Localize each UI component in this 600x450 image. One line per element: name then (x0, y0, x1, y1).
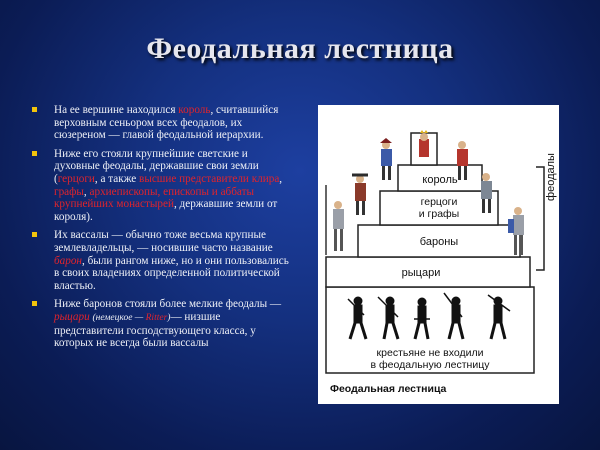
level-king-label: король (422, 174, 458, 186)
bullet-text-segment: герцоги (57, 172, 95, 185)
bullet-text-segment: архиепископы, епископы и аббаты крупнейших монастырей (54, 185, 254, 211)
bullet-text-segment: Ниже баронов стояли более мелкие феодалы — (54, 298, 282, 311)
level-counts-label: и графы (418, 208, 460, 220)
noble-left-figure-icon (380, 138, 392, 180)
bullet-text-segment: барон (54, 254, 82, 267)
level-barons-label: бароны (419, 236, 459, 248)
bullet-text-segment: , а также (94, 172, 140, 185)
bullet-text (54, 148, 282, 223)
bullet-text-segment: Ritter (145, 312, 168, 323)
bullet-text (54, 104, 278, 141)
bullet-item (30, 104, 292, 142)
bullet-text-segment: (немецкое — (92, 312, 146, 323)
bullet-list (30, 104, 292, 356)
bullet-text-segment: Ниже его стояли крупнейшие светские и духовные феодалы, державшие свои земли ( (54, 147, 259, 185)
bullet-text-segment: , державшие земли от короля). (54, 198, 278, 223)
slide-title: Феодальная лестница (146, 32, 454, 65)
peasants-label-line2: в феодальную лестницу (370, 359, 490, 371)
bullet-square-icon (32, 151, 37, 156)
feudals-bracket (536, 167, 544, 270)
bullet-text-segment: — низшие представители господствующего класса, у которых не всегда были вассалы (54, 310, 256, 350)
bullet-square-icon (32, 232, 37, 237)
bullet-text (54, 298, 281, 349)
feudals-side-label: феодалы (545, 153, 557, 201)
peasants-label-line1: крестьяне не входили (376, 347, 484, 359)
bullet-item (30, 229, 292, 292)
bullet-square-icon (32, 107, 37, 112)
feudal-ladder-illustration (318, 105, 559, 404)
bullet-text (54, 229, 289, 291)
diagram-caption: Феодальная лестница (330, 383, 447, 395)
bullet-item (30, 298, 292, 349)
bullet-text-segment: графы (54, 185, 84, 198)
bullet-text-segment: , были рангом ниже, но и они пользовались в своих владениях определенной политической властью. (54, 254, 289, 292)
bullet-text-segment: Их вассалы — обычно тоже весьма крупные землевладельцы, — носившие часто название (54, 229, 273, 254)
knight-left-figure-icon (326, 185, 344, 255)
bullet-text-segment: король (178, 104, 211, 116)
bullet-text-segment: высшие представители клира (139, 172, 280, 185)
bullet-text-segment: рыцари (54, 310, 90, 323)
bullet-text-segment: ) (167, 312, 171, 323)
level-knights-label: рыцари (401, 267, 441, 279)
level-dukes-label: герцоги (420, 196, 458, 208)
baron-left-figure-icon (352, 175, 368, 215)
bullet-item (30, 148, 292, 224)
bullet-square-icon (32, 301, 37, 306)
bullet-text-segment: , (83, 185, 90, 198)
feudal-ladder-svg (318, 105, 559, 404)
bullet-text-segment: , считавшийся верховным сеньором всех феодалов, их сюзереном — главой феодальной иерархии. (54, 104, 279, 142)
bullet-text-segment: На ее вершине находился (54, 104, 179, 116)
bullet-text-segment: , (279, 172, 283, 185)
